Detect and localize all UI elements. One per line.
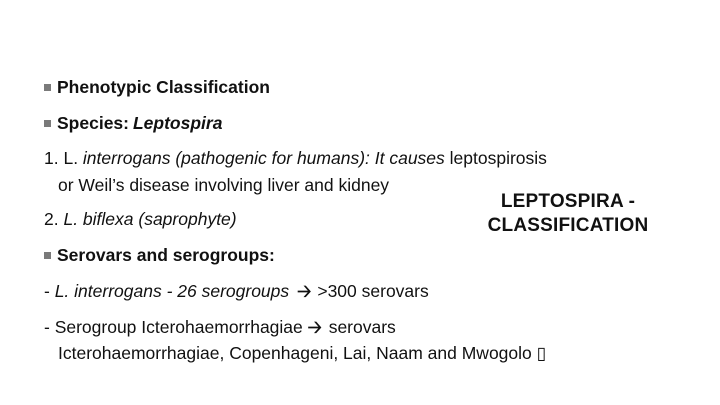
square-bullet-icon <box>44 84 51 91</box>
dash-2-continuation: Icterohaemorrhagiae, Copenhageni, Lai, Naam and Mwogolo <box>58 343 537 363</box>
bullet-phenotypic <box>44 76 270 99</box>
dash-2-text: serovars <box>323 317 396 337</box>
item-2-italic: L. biflexa (saprophyte) <box>63 209 237 229</box>
species-value: Leptospira <box>132 113 223 133</box>
item-2 <box>44 208 237 231</box>
dash-item-2 <box>44 316 396 340</box>
item-1-italic: interrogans (pathogenic for humans): It causes <box>82 148 445 168</box>
serovars-heading: Serovars and serogroups: <box>57 245 275 265</box>
dash-1-italic: L. interrogans - 26 serogroups <box>54 281 290 301</box>
bullet-serovars <box>44 244 275 267</box>
species-label: Species: <box>57 113 129 133</box>
item-1-continuation: or Weil’s disease involving liver and kidney <box>58 175 390 195</box>
square-bullet-icon <box>44 120 51 127</box>
right-arrow-icon: 🡢 <box>307 318 322 338</box>
item-1-number: 1. L. <box>44 148 83 168</box>
missing-glyph-icon: ▯ <box>536 343 547 363</box>
item-2-number: 2. <box>44 209 64 229</box>
dash-item-1 <box>44 280 429 304</box>
dash-item-2-continuation <box>44 342 546 365</box>
right-arrow-icon: 🡢 <box>297 282 312 302</box>
dash-1-text: >300 serovars <box>317 281 429 301</box>
dash-2-prefix: - Serogroup Icterohaemorrhagiae <box>44 317 308 337</box>
bullet-species <box>44 112 222 135</box>
dash-1-prefix: - <box>44 281 55 301</box>
square-bullet-icon <box>44 252 51 259</box>
phenotypic-label: Phenotypic Classification <box>57 77 270 97</box>
item-1 <box>44 147 547 170</box>
slide-title: LEPTOSPIRA - CLASSIFICATION <box>487 191 649 237</box>
item-1-plain: leptospirosis <box>444 148 547 168</box>
